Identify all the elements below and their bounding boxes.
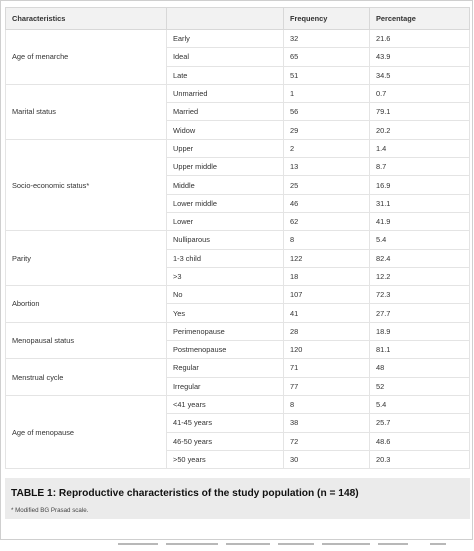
percentage-cell: 20.2 bbox=[370, 121, 470, 139]
frequency-cell: 56 bbox=[284, 103, 370, 121]
category-cell: Married bbox=[167, 103, 284, 121]
frequency-cell: 29 bbox=[284, 121, 370, 139]
percentage-cell: 21.6 bbox=[370, 30, 470, 48]
frequency-cell: 62 bbox=[284, 212, 370, 230]
group-label: Age of menopause bbox=[6, 395, 167, 468]
category-cell: Perimenopause bbox=[167, 322, 284, 340]
table-row bbox=[6, 359, 470, 377]
category-cell: >3 bbox=[167, 267, 284, 285]
category-cell: 1-3 child bbox=[167, 249, 284, 267]
frequency-cell: 38 bbox=[284, 414, 370, 432]
frequency-cell: 71 bbox=[284, 359, 370, 377]
frequency-cell: 18 bbox=[284, 267, 370, 285]
percentage-cell: 43.9 bbox=[370, 48, 470, 66]
frequency-cell: 46 bbox=[284, 194, 370, 212]
category-cell: Irregular bbox=[167, 377, 284, 395]
header-frequency: Frequency bbox=[284, 8, 370, 30]
frequency-cell: 1 bbox=[284, 84, 370, 102]
percentage-cell: 52 bbox=[370, 377, 470, 395]
category-cell: Postmenopause bbox=[167, 341, 284, 359]
category-cell: <41 years bbox=[167, 395, 284, 413]
percentage-cell: 48.6 bbox=[370, 432, 470, 450]
group-label: Parity bbox=[6, 231, 167, 286]
percentage-cell: 8.7 bbox=[370, 158, 470, 176]
percentage-cell: 81.1 bbox=[370, 341, 470, 359]
group-label: Menopausal status bbox=[6, 322, 167, 359]
category-cell: Upper bbox=[167, 139, 284, 157]
percentage-cell: 82.4 bbox=[370, 249, 470, 267]
percentage-cell: 27.7 bbox=[370, 304, 470, 322]
frequency-cell: 8 bbox=[284, 231, 370, 249]
header-subcategory bbox=[167, 8, 284, 30]
category-cell: Upper middle bbox=[167, 158, 284, 176]
group-label: Menstrual cycle bbox=[6, 359, 167, 396]
category-cell: >50 years bbox=[167, 450, 284, 468]
group-label: Socio-economic status* bbox=[6, 139, 167, 230]
category-cell: Ideal bbox=[167, 48, 284, 66]
percentage-cell: 0.7 bbox=[370, 84, 470, 102]
category-cell: Nulliparous bbox=[167, 231, 284, 249]
header-percentage: Percentage bbox=[370, 8, 470, 30]
header-characteristics: Characteristics bbox=[6, 8, 167, 30]
frequency-cell: 25 bbox=[284, 176, 370, 194]
category-cell: No bbox=[167, 286, 284, 304]
caption-footnote: * Modified BG Prasad scale. bbox=[11, 507, 89, 514]
table-row bbox=[6, 286, 470, 304]
category-cell: Regular bbox=[167, 359, 284, 377]
percentage-cell: 34.5 bbox=[370, 66, 470, 84]
category-cell: Widow bbox=[167, 121, 284, 139]
percentage-cell: 16.9 bbox=[370, 176, 470, 194]
table-row bbox=[6, 139, 470, 157]
table-row bbox=[6, 322, 470, 340]
frequency-cell: 2 bbox=[284, 139, 370, 157]
percentage-cell: 72.3 bbox=[370, 286, 470, 304]
frequency-cell: 30 bbox=[284, 450, 370, 468]
percentage-cell: 79.1 bbox=[370, 103, 470, 121]
category-cell: 46-50 years bbox=[167, 432, 284, 450]
category-cell: Late bbox=[167, 66, 284, 84]
percentage-cell: 25.7 bbox=[370, 414, 470, 432]
percentage-cell: 1.4 bbox=[370, 139, 470, 157]
category-cell: Lower bbox=[167, 212, 284, 230]
percentage-cell: 5.4 bbox=[370, 231, 470, 249]
cropped-text-strip bbox=[0, 540, 474, 551]
frequency-cell: 122 bbox=[284, 249, 370, 267]
category-cell: Early bbox=[167, 30, 284, 48]
table-row bbox=[6, 231, 470, 249]
frequency-cell: 32 bbox=[284, 30, 370, 48]
frequency-cell: 65 bbox=[284, 48, 370, 66]
table-body bbox=[6, 30, 470, 469]
percentage-cell: 5.4 bbox=[370, 395, 470, 413]
frequency-cell: 51 bbox=[284, 66, 370, 84]
category-cell: 41-45 years bbox=[167, 414, 284, 432]
group-label: Abortion bbox=[6, 286, 167, 323]
percentage-cell: 48 bbox=[370, 359, 470, 377]
percentage-cell: 18.9 bbox=[370, 322, 470, 340]
group-label: Marital status bbox=[6, 84, 167, 139]
frequency-cell: 28 bbox=[284, 322, 370, 340]
frequency-cell: 120 bbox=[284, 341, 370, 359]
category-cell: Lower middle bbox=[167, 194, 284, 212]
group-label: Age of menarche bbox=[6, 30, 167, 85]
frequency-cell: 77 bbox=[284, 377, 370, 395]
table-row bbox=[6, 395, 470, 413]
table-row bbox=[6, 84, 470, 102]
frequency-cell: 107 bbox=[284, 286, 370, 304]
category-cell: Unmarried bbox=[167, 84, 284, 102]
characteristics-table bbox=[5, 7, 470, 469]
percentage-cell: 41.9 bbox=[370, 212, 470, 230]
category-cell: Yes bbox=[167, 304, 284, 322]
frequency-cell: 8 bbox=[284, 395, 370, 413]
percentage-cell: 20.3 bbox=[370, 450, 470, 468]
table-row bbox=[6, 30, 470, 48]
percentage-cell: 12.2 bbox=[370, 267, 470, 285]
table-header-row bbox=[6, 8, 470, 30]
frequency-cell: 41 bbox=[284, 304, 370, 322]
table-caption bbox=[5, 478, 470, 519]
percentage-cell: 31.1 bbox=[370, 194, 470, 212]
caption-title: TABLE 1: Reproductive characteristics of the study population (n = 148) bbox=[11, 488, 359, 499]
frequency-cell: 13 bbox=[284, 158, 370, 176]
category-cell: Middle bbox=[167, 176, 284, 194]
frequency-cell: 72 bbox=[284, 432, 370, 450]
